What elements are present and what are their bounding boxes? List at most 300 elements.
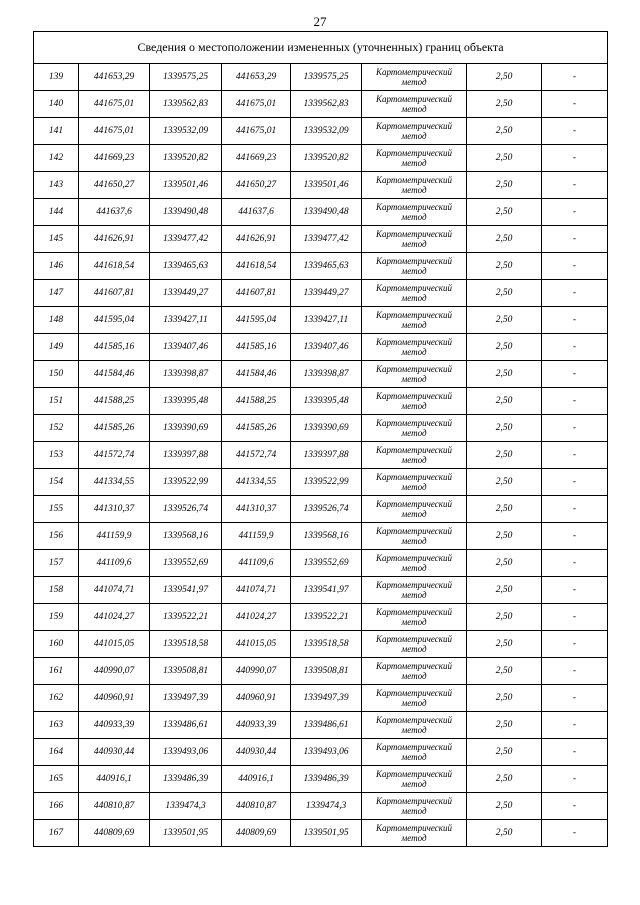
method-line-1: Картометрический <box>375 67 452 77</box>
note-cell: - <box>542 523 608 550</box>
table-row <box>34 496 608 523</box>
existing-y-cell: 1339541,97 <box>150 577 222 604</box>
existing-y-cell: 1339562,83 <box>150 91 222 118</box>
existing-x-cell: 441585,16 <box>79 334 150 361</box>
existing-y-cell: 1339518,58 <box>150 631 222 658</box>
method-line-1: Картометрический <box>375 553 452 563</box>
method-line-2: метод <box>401 509 427 519</box>
table-body <box>34 32 608 847</box>
existing-y-cell: 1339497,39 <box>150 685 222 712</box>
accuracy-cell: 2,50 <box>467 361 542 388</box>
accuracy-cell: 2,50 <box>467 388 542 415</box>
method-line-1: Картометрический <box>375 283 452 293</box>
point-number-cell: 149 <box>34 334 79 361</box>
accuracy-cell: 2,50 <box>467 766 542 793</box>
table-row <box>34 550 608 577</box>
note-cell: - <box>542 820 608 847</box>
point-number-cell: 147 <box>34 280 79 307</box>
refined-x-cell: 440930,44 <box>222 739 291 766</box>
table-row <box>34 145 608 172</box>
point-number-cell: 158 <box>34 577 79 604</box>
table-row <box>34 415 608 442</box>
refined-x-cell: 441637,6 <box>222 199 291 226</box>
refined-y-cell: 1339398,87 <box>291 361 362 388</box>
note-cell: - <box>542 118 608 145</box>
refined-y-cell: 1339477,42 <box>291 226 362 253</box>
accuracy-cell: 2,50 <box>467 199 542 226</box>
table-row <box>34 91 608 118</box>
method-cell <box>362 550 467 577</box>
method-line-2: метод <box>401 725 427 735</box>
point-number-cell: 165 <box>34 766 79 793</box>
refined-x-cell: 440933,39 <box>222 712 291 739</box>
existing-x-cell: 441310,37 <box>79 496 150 523</box>
refined-x-cell: 441310,37 <box>222 496 291 523</box>
note-cell: - <box>542 145 608 172</box>
existing-y-cell: 1339397,88 <box>150 442 222 469</box>
table-row <box>34 631 608 658</box>
table-row <box>34 64 608 91</box>
refined-y-cell: 1339486,39 <box>291 766 362 793</box>
method-line-1: Картометрический <box>375 661 452 671</box>
existing-y-cell: 1339465,63 <box>150 253 222 280</box>
existing-x-cell: 441650,27 <box>79 172 150 199</box>
refined-x-cell: 441585,26 <box>222 415 291 442</box>
refined-y-cell: 1339520,82 <box>291 145 362 172</box>
method-line-2: метод <box>401 401 427 411</box>
method-line-1: Картометрический <box>375 688 452 698</box>
method-cell <box>362 658 467 685</box>
table-row <box>34 199 608 226</box>
method-line-1: Картометрический <box>375 634 452 644</box>
existing-y-cell: 1339501,46 <box>150 172 222 199</box>
method-cell <box>362 442 467 469</box>
method-line-2: метод <box>401 266 427 276</box>
method-line-2: метод <box>401 671 427 681</box>
method-line-1: Картометрический <box>375 769 452 779</box>
accuracy-cell: 2,50 <box>467 280 542 307</box>
accuracy-cell: 2,50 <box>467 604 542 631</box>
refined-y-cell: 1339501,95 <box>291 820 362 847</box>
existing-x-cell: 441159,9 <box>79 523 150 550</box>
method-line-2: метод <box>401 644 427 654</box>
accuracy-cell: 2,50 <box>467 334 542 361</box>
table-row <box>34 793 608 820</box>
accuracy-cell: 2,50 <box>467 820 542 847</box>
table-row <box>34 658 608 685</box>
method-line-1: Картометрический <box>375 94 452 104</box>
table-row <box>34 361 608 388</box>
table-row <box>34 442 608 469</box>
refined-x-cell: 441024,27 <box>222 604 291 631</box>
table-row <box>34 685 608 712</box>
note-cell: - <box>542 685 608 712</box>
existing-y-cell: 1339486,39 <box>150 766 222 793</box>
point-number-cell: 143 <box>34 172 79 199</box>
table-row <box>34 334 608 361</box>
note-cell: - <box>542 253 608 280</box>
method-line-1: Картометрический <box>375 256 452 266</box>
note-cell: - <box>542 766 608 793</box>
point-number-cell: 159 <box>34 604 79 631</box>
point-number-cell: 162 <box>34 685 79 712</box>
method-line-1: Картометрический <box>375 364 452 374</box>
method-line-1: Картометрический <box>375 526 452 536</box>
method-cell <box>362 820 467 847</box>
existing-x-cell: 441637,6 <box>79 199 150 226</box>
refined-y-cell: 1339427,11 <box>291 307 362 334</box>
existing-y-cell: 1339501,95 <box>150 820 222 847</box>
method-line-2: метод <box>401 212 427 222</box>
accuracy-cell: 2,50 <box>467 631 542 658</box>
method-cell <box>362 577 467 604</box>
point-number-cell: 154 <box>34 469 79 496</box>
point-number-cell: 150 <box>34 361 79 388</box>
existing-x-cell: 440810,87 <box>79 793 150 820</box>
existing-y-cell: 1339575,25 <box>150 64 222 91</box>
existing-x-cell: 441074,71 <box>79 577 150 604</box>
existing-y-cell: 1339568,16 <box>150 523 222 550</box>
refined-y-cell: 1339568,16 <box>291 523 362 550</box>
existing-y-cell: 1339526,74 <box>150 496 222 523</box>
method-line-1: Картометрический <box>375 715 452 725</box>
existing-x-cell: 441109,6 <box>79 550 150 577</box>
note-cell: - <box>542 577 608 604</box>
refined-x-cell: 440810,87 <box>222 793 291 820</box>
method-line-1: Картометрический <box>375 796 452 806</box>
table-row <box>34 739 608 766</box>
refined-y-cell: 1339541,97 <box>291 577 362 604</box>
existing-x-cell: 440916,1 <box>79 766 150 793</box>
note-cell: - <box>542 415 608 442</box>
refined-x-cell: 441109,6 <box>222 550 291 577</box>
refined-x-cell: 440809,69 <box>222 820 291 847</box>
refined-x-cell: 441675,01 <box>222 91 291 118</box>
refined-x-cell: 441159,9 <box>222 523 291 550</box>
note-cell: - <box>542 280 608 307</box>
existing-y-cell: 1339490,48 <box>150 199 222 226</box>
refined-x-cell: 441607,81 <box>222 280 291 307</box>
note-cell: - <box>542 388 608 415</box>
refined-y-cell: 1339532,09 <box>291 118 362 145</box>
point-number-cell: 141 <box>34 118 79 145</box>
method-cell <box>362 469 467 496</box>
note-cell: - <box>542 172 608 199</box>
point-number-cell: 146 <box>34 253 79 280</box>
method-line-1: Картометрический <box>375 499 452 509</box>
point-number-cell: 153 <box>34 442 79 469</box>
method-cell <box>362 388 467 415</box>
method-cell <box>362 226 467 253</box>
point-number-cell: 160 <box>34 631 79 658</box>
existing-y-cell: 1339508,81 <box>150 658 222 685</box>
method-line-2: метод <box>401 833 427 843</box>
method-line-2: метод <box>401 698 427 708</box>
note-cell: - <box>542 442 608 469</box>
note-cell: - <box>542 631 608 658</box>
existing-x-cell: 441584,46 <box>79 361 150 388</box>
method-line-2: метод <box>401 104 427 114</box>
accuracy-cell: 2,50 <box>467 577 542 604</box>
table-row <box>34 577 608 604</box>
point-number-cell: 144 <box>34 199 79 226</box>
refined-y-cell: 1339407,46 <box>291 334 362 361</box>
existing-x-cell: 440933,39 <box>79 712 150 739</box>
note-cell: - <box>542 307 608 334</box>
method-cell <box>362 361 467 388</box>
page-number: 27 <box>313 14 327 29</box>
point-number-cell: 145 <box>34 226 79 253</box>
refined-x-cell: 441626,91 <box>222 226 291 253</box>
method-line-2: метод <box>401 185 427 195</box>
existing-y-cell: 1339390,69 <box>150 415 222 442</box>
method-cell <box>362 766 467 793</box>
method-line-1: Картометрический <box>375 391 452 401</box>
refined-x-cell: 441588,25 <box>222 388 291 415</box>
table-row <box>34 280 608 307</box>
note-cell: - <box>542 334 608 361</box>
note-cell: - <box>542 361 608 388</box>
method-line-2: метод <box>401 806 427 816</box>
method-line-1: Картометрический <box>375 310 452 320</box>
method-line-1: Картометрический <box>375 148 452 158</box>
refined-y-cell: 1339449,27 <box>291 280 362 307</box>
method-line-2: метод <box>401 536 427 546</box>
method-cell <box>362 685 467 712</box>
existing-x-cell: 441585,26 <box>79 415 150 442</box>
method-line-2: метод <box>401 320 427 330</box>
refined-x-cell: 441653,29 <box>222 64 291 91</box>
existing-y-cell: 1339493,06 <box>150 739 222 766</box>
point-number-cell: 155 <box>34 496 79 523</box>
method-cell <box>362 199 467 226</box>
point-number-cell: 157 <box>34 550 79 577</box>
method-line-2: метод <box>401 374 427 384</box>
existing-x-cell: 441024,27 <box>79 604 150 631</box>
accuracy-cell: 2,50 <box>467 658 542 685</box>
existing-y-cell: 1339395,48 <box>150 388 222 415</box>
method-cell <box>362 118 467 145</box>
accuracy-cell: 2,50 <box>467 118 542 145</box>
method-cell <box>362 631 467 658</box>
method-line-2: метод <box>401 455 427 465</box>
refined-x-cell: 441584,46 <box>222 361 291 388</box>
refined-y-cell: 1339497,39 <box>291 685 362 712</box>
note-cell: - <box>542 496 608 523</box>
existing-y-cell: 1339449,27 <box>150 280 222 307</box>
point-number-cell: 167 <box>34 820 79 847</box>
note-cell: - <box>542 658 608 685</box>
existing-y-cell: 1339477,42 <box>150 226 222 253</box>
refined-y-cell: 1339552,69 <box>291 550 362 577</box>
accuracy-cell: 2,50 <box>467 307 542 334</box>
existing-y-cell: 1339474,3 <box>150 793 222 820</box>
refined-x-cell: 441074,71 <box>222 577 291 604</box>
method-line-2: метод <box>401 347 427 357</box>
note-cell: - <box>542 793 608 820</box>
method-line-1: Картометрический <box>375 202 452 212</box>
method-line-2: метод <box>401 77 427 87</box>
method-cell <box>362 496 467 523</box>
existing-y-cell: 1339522,99 <box>150 469 222 496</box>
refined-x-cell: 441618,54 <box>222 253 291 280</box>
accuracy-cell: 2,50 <box>467 64 542 91</box>
point-number-cell: 142 <box>34 145 79 172</box>
table-row <box>34 604 608 631</box>
point-number-cell: 164 <box>34 739 79 766</box>
refined-y-cell: 1339390,69 <box>291 415 362 442</box>
accuracy-cell: 2,50 <box>467 685 542 712</box>
refined-x-cell: 441572,74 <box>222 442 291 469</box>
accuracy-cell: 2,50 <box>467 91 542 118</box>
accuracy-cell: 2,50 <box>467 442 542 469</box>
method-cell <box>362 739 467 766</box>
method-cell <box>362 64 467 91</box>
method-cell <box>362 280 467 307</box>
method-line-1: Картометрический <box>375 337 452 347</box>
note-cell: - <box>542 64 608 91</box>
refined-x-cell: 440960,91 <box>222 685 291 712</box>
note-cell: - <box>542 604 608 631</box>
refined-x-cell: 441595,04 <box>222 307 291 334</box>
method-line-2: метод <box>401 239 427 249</box>
table-row <box>34 523 608 550</box>
point-number-cell: 151 <box>34 388 79 415</box>
table-row <box>34 172 608 199</box>
accuracy-cell: 2,50 <box>467 739 542 766</box>
method-line-2: метод <box>401 131 427 141</box>
refined-x-cell: 440990,07 <box>222 658 291 685</box>
refined-y-cell: 1339490,48 <box>291 199 362 226</box>
method-cell <box>362 604 467 631</box>
method-line-2: метод <box>401 752 427 762</box>
refined-x-cell: 440916,1 <box>222 766 291 793</box>
table-row <box>34 766 608 793</box>
accuracy-cell: 2,50 <box>467 253 542 280</box>
method-line-1: Картометрический <box>375 445 452 455</box>
method-line-1: Картометрический <box>375 742 452 752</box>
point-number-cell: 166 <box>34 793 79 820</box>
table-row <box>34 820 608 847</box>
method-line-1: Картометрический <box>375 580 452 590</box>
refined-x-cell: 441669,23 <box>222 145 291 172</box>
method-cell <box>362 91 467 118</box>
accuracy-cell: 2,50 <box>467 226 542 253</box>
refined-y-cell: 1339397,88 <box>291 442 362 469</box>
method-cell <box>362 307 467 334</box>
note-cell: - <box>542 91 608 118</box>
accuracy-cell: 2,50 <box>467 712 542 739</box>
method-cell <box>362 793 467 820</box>
note-cell: - <box>542 226 608 253</box>
point-number-cell: 163 <box>34 712 79 739</box>
method-line-1: Картометрический <box>375 472 452 482</box>
refined-y-cell: 1339522,99 <box>291 469 362 496</box>
point-number-cell: 156 <box>34 523 79 550</box>
boundary-coordinates-table <box>33 31 608 847</box>
method-line-1: Картометрический <box>375 418 452 428</box>
accuracy-cell: 2,50 <box>467 172 542 199</box>
refined-y-cell: 1339465,63 <box>291 253 362 280</box>
refined-y-cell: 1339518,58 <box>291 631 362 658</box>
existing-x-cell: 440990,07 <box>79 658 150 685</box>
method-line-2: метод <box>401 293 427 303</box>
method-line-2: метод <box>401 563 427 573</box>
refined-x-cell: 441650,27 <box>222 172 291 199</box>
existing-y-cell: 1339522,21 <box>150 604 222 631</box>
existing-x-cell: 440809,69 <box>79 820 150 847</box>
method-line-1: Картометрический <box>375 175 452 185</box>
method-cell <box>362 253 467 280</box>
refined-x-cell: 441015,05 <box>222 631 291 658</box>
existing-x-cell: 441669,23 <box>79 145 150 172</box>
point-number-cell: 161 <box>34 658 79 685</box>
table-row <box>34 388 608 415</box>
existing-y-cell: 1339486,61 <box>150 712 222 739</box>
existing-x-cell: 441334,55 <box>79 469 150 496</box>
method-line-1: Картометрический <box>375 229 452 239</box>
note-cell: - <box>542 739 608 766</box>
method-cell <box>362 523 467 550</box>
note-cell: - <box>542 469 608 496</box>
accuracy-cell: 2,50 <box>467 523 542 550</box>
table-row <box>34 307 608 334</box>
table-row <box>34 469 608 496</box>
existing-x-cell: 441618,54 <box>79 253 150 280</box>
refined-y-cell: 1339501,46 <box>291 172 362 199</box>
method-line-2: метод <box>401 482 427 492</box>
accuracy-cell: 2,50 <box>467 550 542 577</box>
table-title: Сведения о местоположении измененных (уточненных) границ объекта <box>34 32 608 64</box>
method-line-1: Картометрический <box>375 607 452 617</box>
existing-y-cell: 1339532,09 <box>150 118 222 145</box>
existing-x-cell: 441572,74 <box>79 442 150 469</box>
accuracy-cell: 2,50 <box>467 469 542 496</box>
existing-x-cell: 440960,91 <box>79 685 150 712</box>
refined-y-cell: 1339522,21 <box>291 604 362 631</box>
method-line-2: метод <box>401 428 427 438</box>
point-number-cell: 152 <box>34 415 79 442</box>
refined-x-cell: 441334,55 <box>222 469 291 496</box>
existing-x-cell: 441626,91 <box>79 226 150 253</box>
existing-y-cell: 1339398,87 <box>150 361 222 388</box>
existing-y-cell: 1339552,69 <box>150 550 222 577</box>
note-cell: - <box>542 550 608 577</box>
method-line-1: Картометрический <box>375 823 452 833</box>
refined-x-cell: 441585,16 <box>222 334 291 361</box>
method-cell <box>362 334 467 361</box>
accuracy-cell: 2,50 <box>467 496 542 523</box>
refined-y-cell: 1339508,81 <box>291 658 362 685</box>
table-row <box>34 226 608 253</box>
table-title-row <box>34 32 608 64</box>
point-number-cell: 140 <box>34 91 79 118</box>
method-cell <box>362 415 467 442</box>
method-line-2: метод <box>401 779 427 789</box>
existing-x-cell: 441595,04 <box>79 307 150 334</box>
note-cell: - <box>542 712 608 739</box>
method-line-2: метод <box>401 590 427 600</box>
refined-y-cell: 1339486,61 <box>291 712 362 739</box>
method-cell <box>362 145 467 172</box>
refined-y-cell: 1339493,06 <box>291 739 362 766</box>
existing-x-cell: 440930,44 <box>79 739 150 766</box>
accuracy-cell: 2,50 <box>467 793 542 820</box>
refined-y-cell: 1339562,83 <box>291 91 362 118</box>
refined-x-cell: 441675,01 <box>222 118 291 145</box>
existing-y-cell: 1339520,82 <box>150 145 222 172</box>
point-number-cell: 148 <box>34 307 79 334</box>
